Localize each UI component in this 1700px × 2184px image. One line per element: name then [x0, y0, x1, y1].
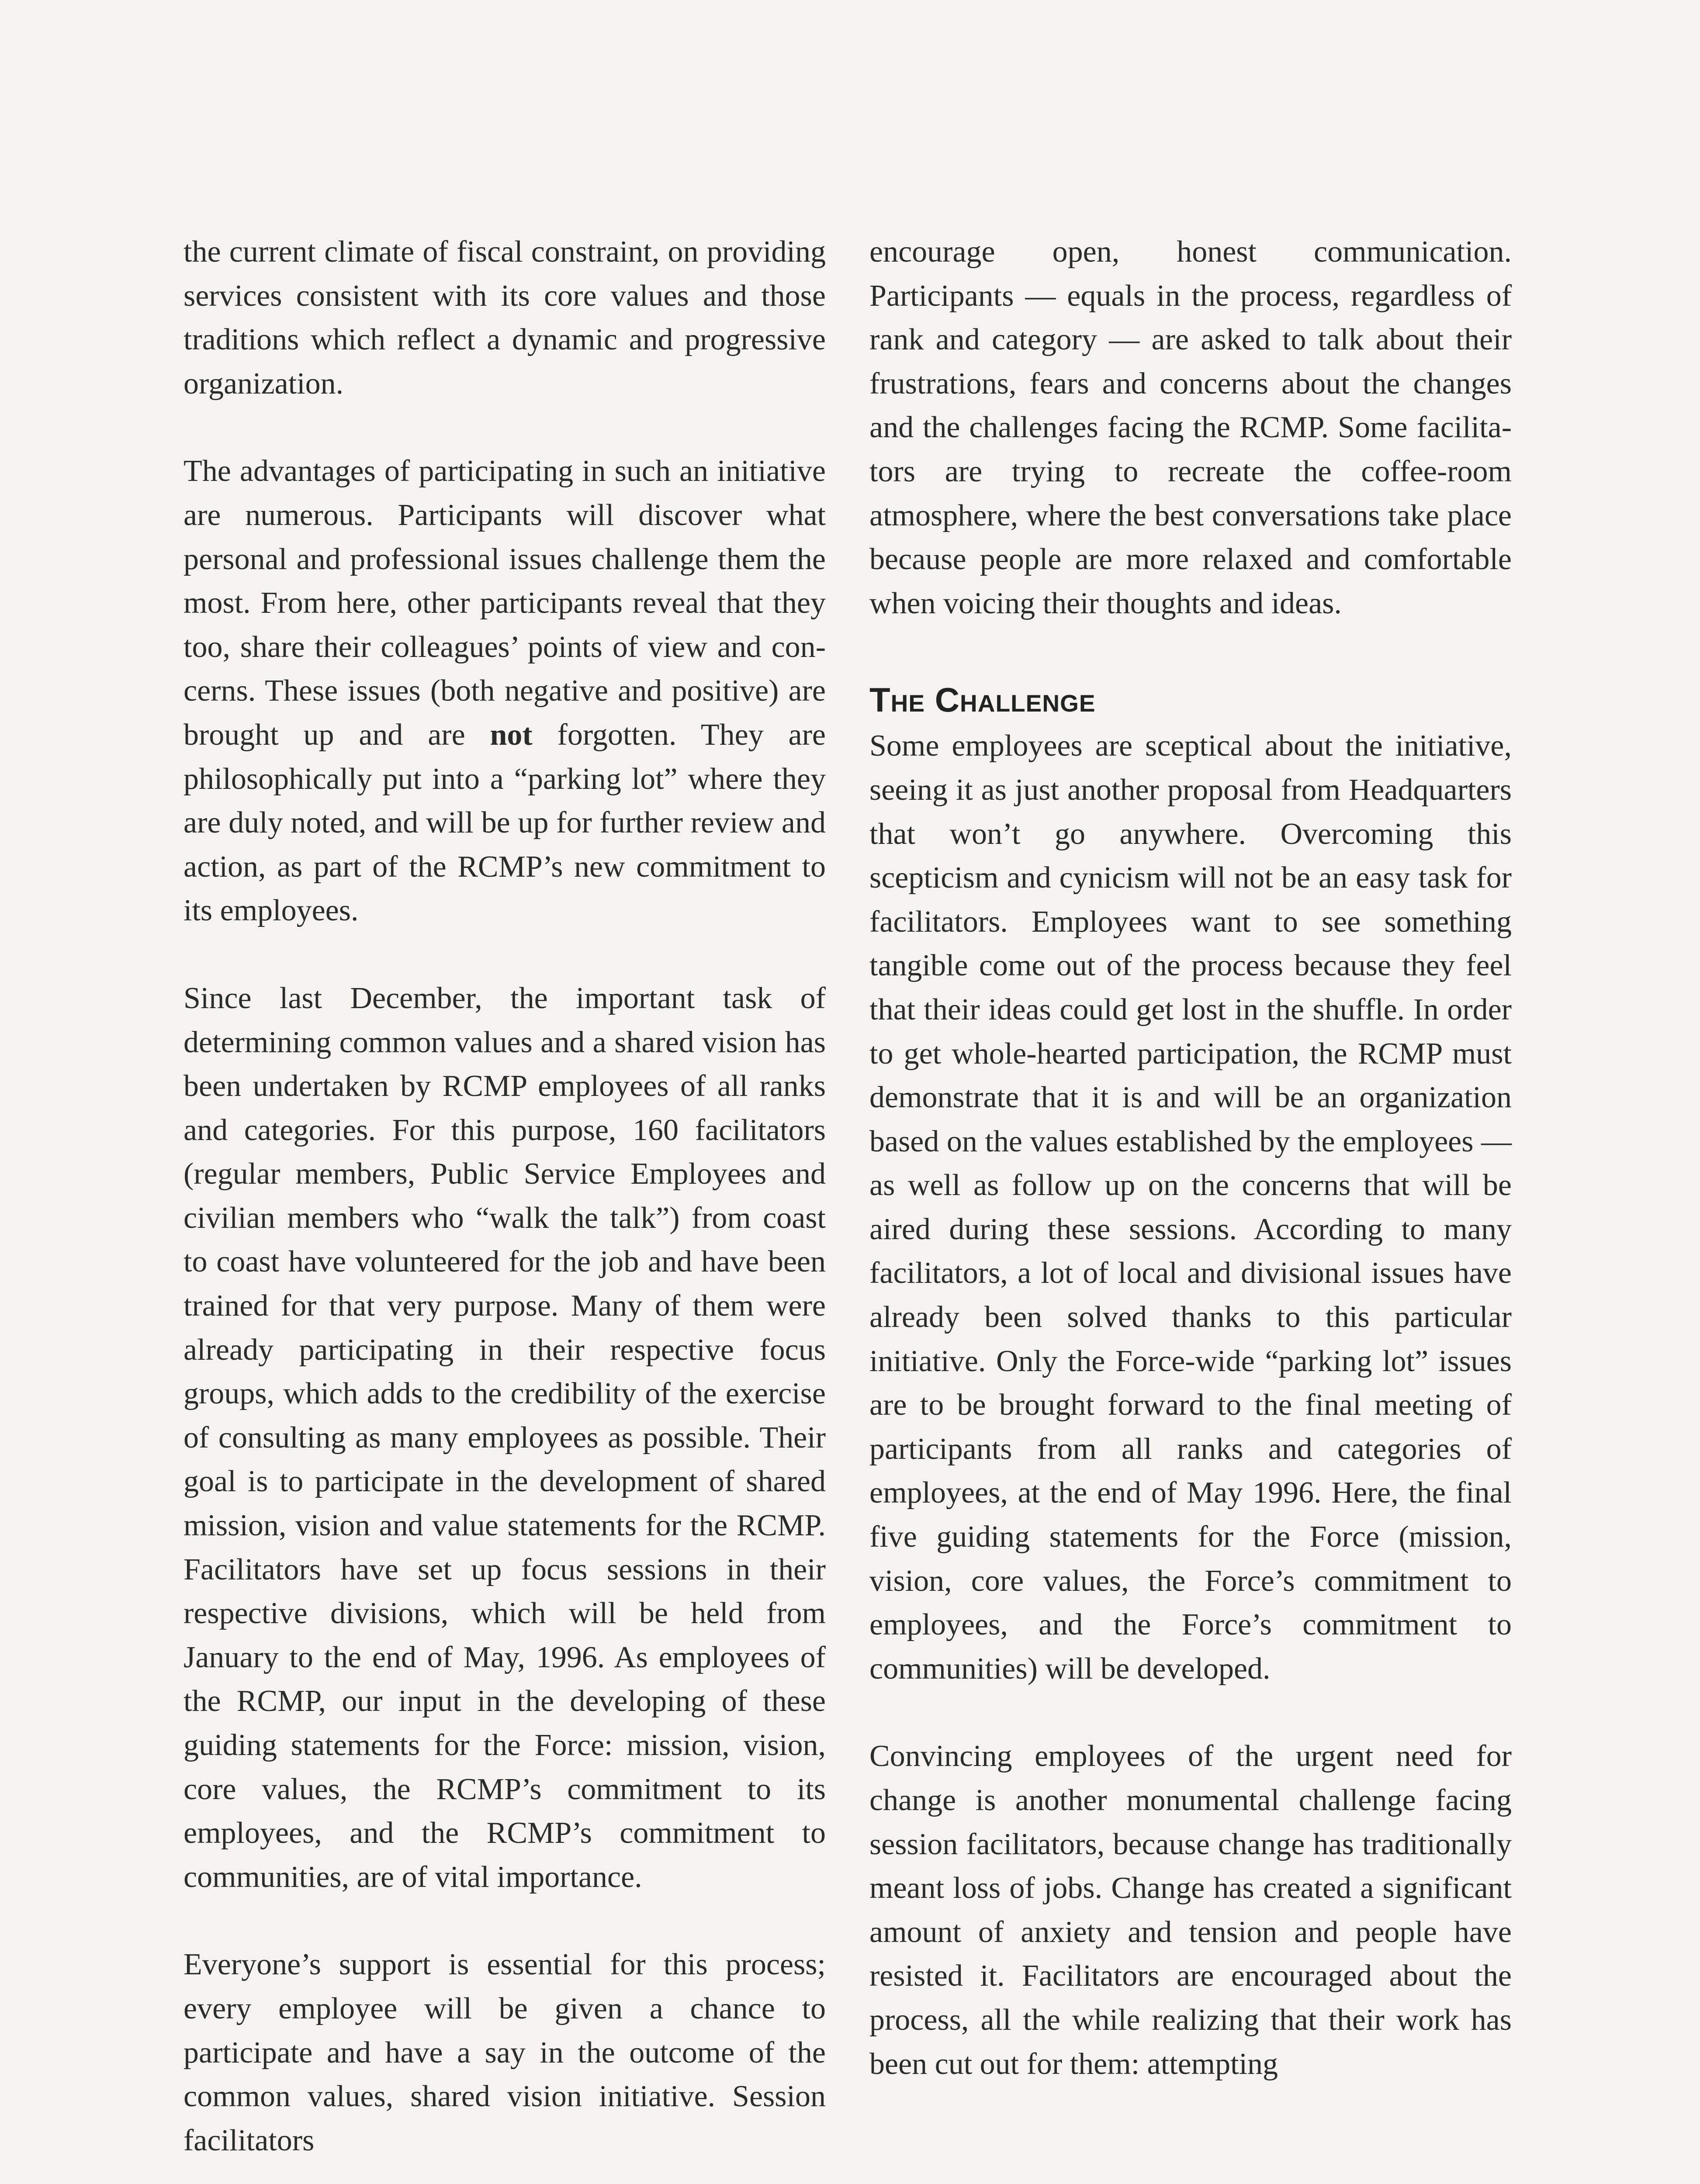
left-paragraph-2-bold: not — [490, 718, 533, 752]
right-column — [869, 230, 1512, 2086]
right-paragraph-3: Convincing employees of the urgent need for change is another monumental challenge facing session facilitators, because change has traditionally meant loss of jobs. Change has created a significant amount of anxiety and tension and people have resisted it. Facilitators are encouraged about the process, all the while realizing that their work has been cut out for them: attempting — [869, 1739, 1512, 2081]
right-paragraph-1: encourage open, honest communication. Participants — equals in the process, regardless of rank and category — are asked to talk about their frustrations, fears and concerns about the changes and the challenges facing the RCMP. Some facilitators are trying to recreate the coffee-room atmosphere, where the best conversations take place because people are more relaxed and comfortable when voicing their thoughts and ideas. — [869, 235, 1512, 620]
left-paragraph-3: Since last December, the important task of determining common values and a shared vision has been undertaken by RCMP employees of all ranks and categories. For this purpose, 160 facilitators (regular members, Public Service Employees and civilian members who “walk the talk”) from coast to coast have volunteered for the job and have been trained for that very purpose. Many of them were already participating in their respective focus groups, which adds to the credibility of the exercise of consulting as many employees as possible. Their goal is to participate in the development of shared mission, vision and value statements for the RCMP. Facilitators have set up focus sessions in their respective divisions, which will be held from January to the end of May, 1996. As employees of the RCMP, our input in the developing of these guiding statements for the Force: mission, vision, core values, the RCMP’s commitment to its employees, and the RCMP’s commitment to communities, are of vital importance. — [184, 981, 826, 1894]
left-paragraph-4: Everyone’s support is essential for this process; every employee will be given a chance to participate and have a say in the outcome of the common values, shared vision initiative. Session facilitators — [184, 1948, 826, 2157]
section-heading: The Challenge — [869, 681, 1096, 719]
right-paragraph-2: Some employees are sceptical about the initiative, seeing it as just another proposal from Headquarters that won’t go anywhere. Overcoming this scepticism and cynicism will not be an easy task for facilitators. Employees want to see something tangible come out of the process because they feel that their ideas could get lost in the shuffle. In order to get whole-hearted participation, the RCMP must demonstrate that it is and will be an organization based on the values established by the employees — as well as follow up on the concerns that will be aired during these sessions. According to many facilitators, a lot of local and divisional issues have already been solved thanks to this particular initiative. Only the Force-wide “parking lot” issues are to be brought forward to the final meeting of participants from all ranks and categories of employees, at the end of May 1996. Here, the final five guiding statements for the Force (mission, vision, core values, the Force’s commitment to employees, and the Force’s commitment to communities) will be developed. — [869, 729, 1512, 1686]
left-column — [184, 230, 826, 2163]
left-paragraph-1: the current climate of fiscal constraint, on providing services consistent with its core values and those traditions which reflect a dynamic and progressive organization. — [184, 235, 826, 401]
left-paragraph-2-text-a: The advantages of participating in such an initiative are numerous. Participants will discover what personal and professional issues challenge them the most. From here, other participants reveal that they too, share their colleagues’ points of view and concerns. These issues (both negative and positive) are brought up and are — [184, 454, 826, 752]
left-paragraph-2 — [184, 449, 826, 933]
left-paragraph-2-text-b: forgotten. They are philosophically put into a “parking lot” where they are duly noted, and will be up for further review and action, as part of the RCMP’s new commitment to its employees. — [184, 718, 826, 928]
